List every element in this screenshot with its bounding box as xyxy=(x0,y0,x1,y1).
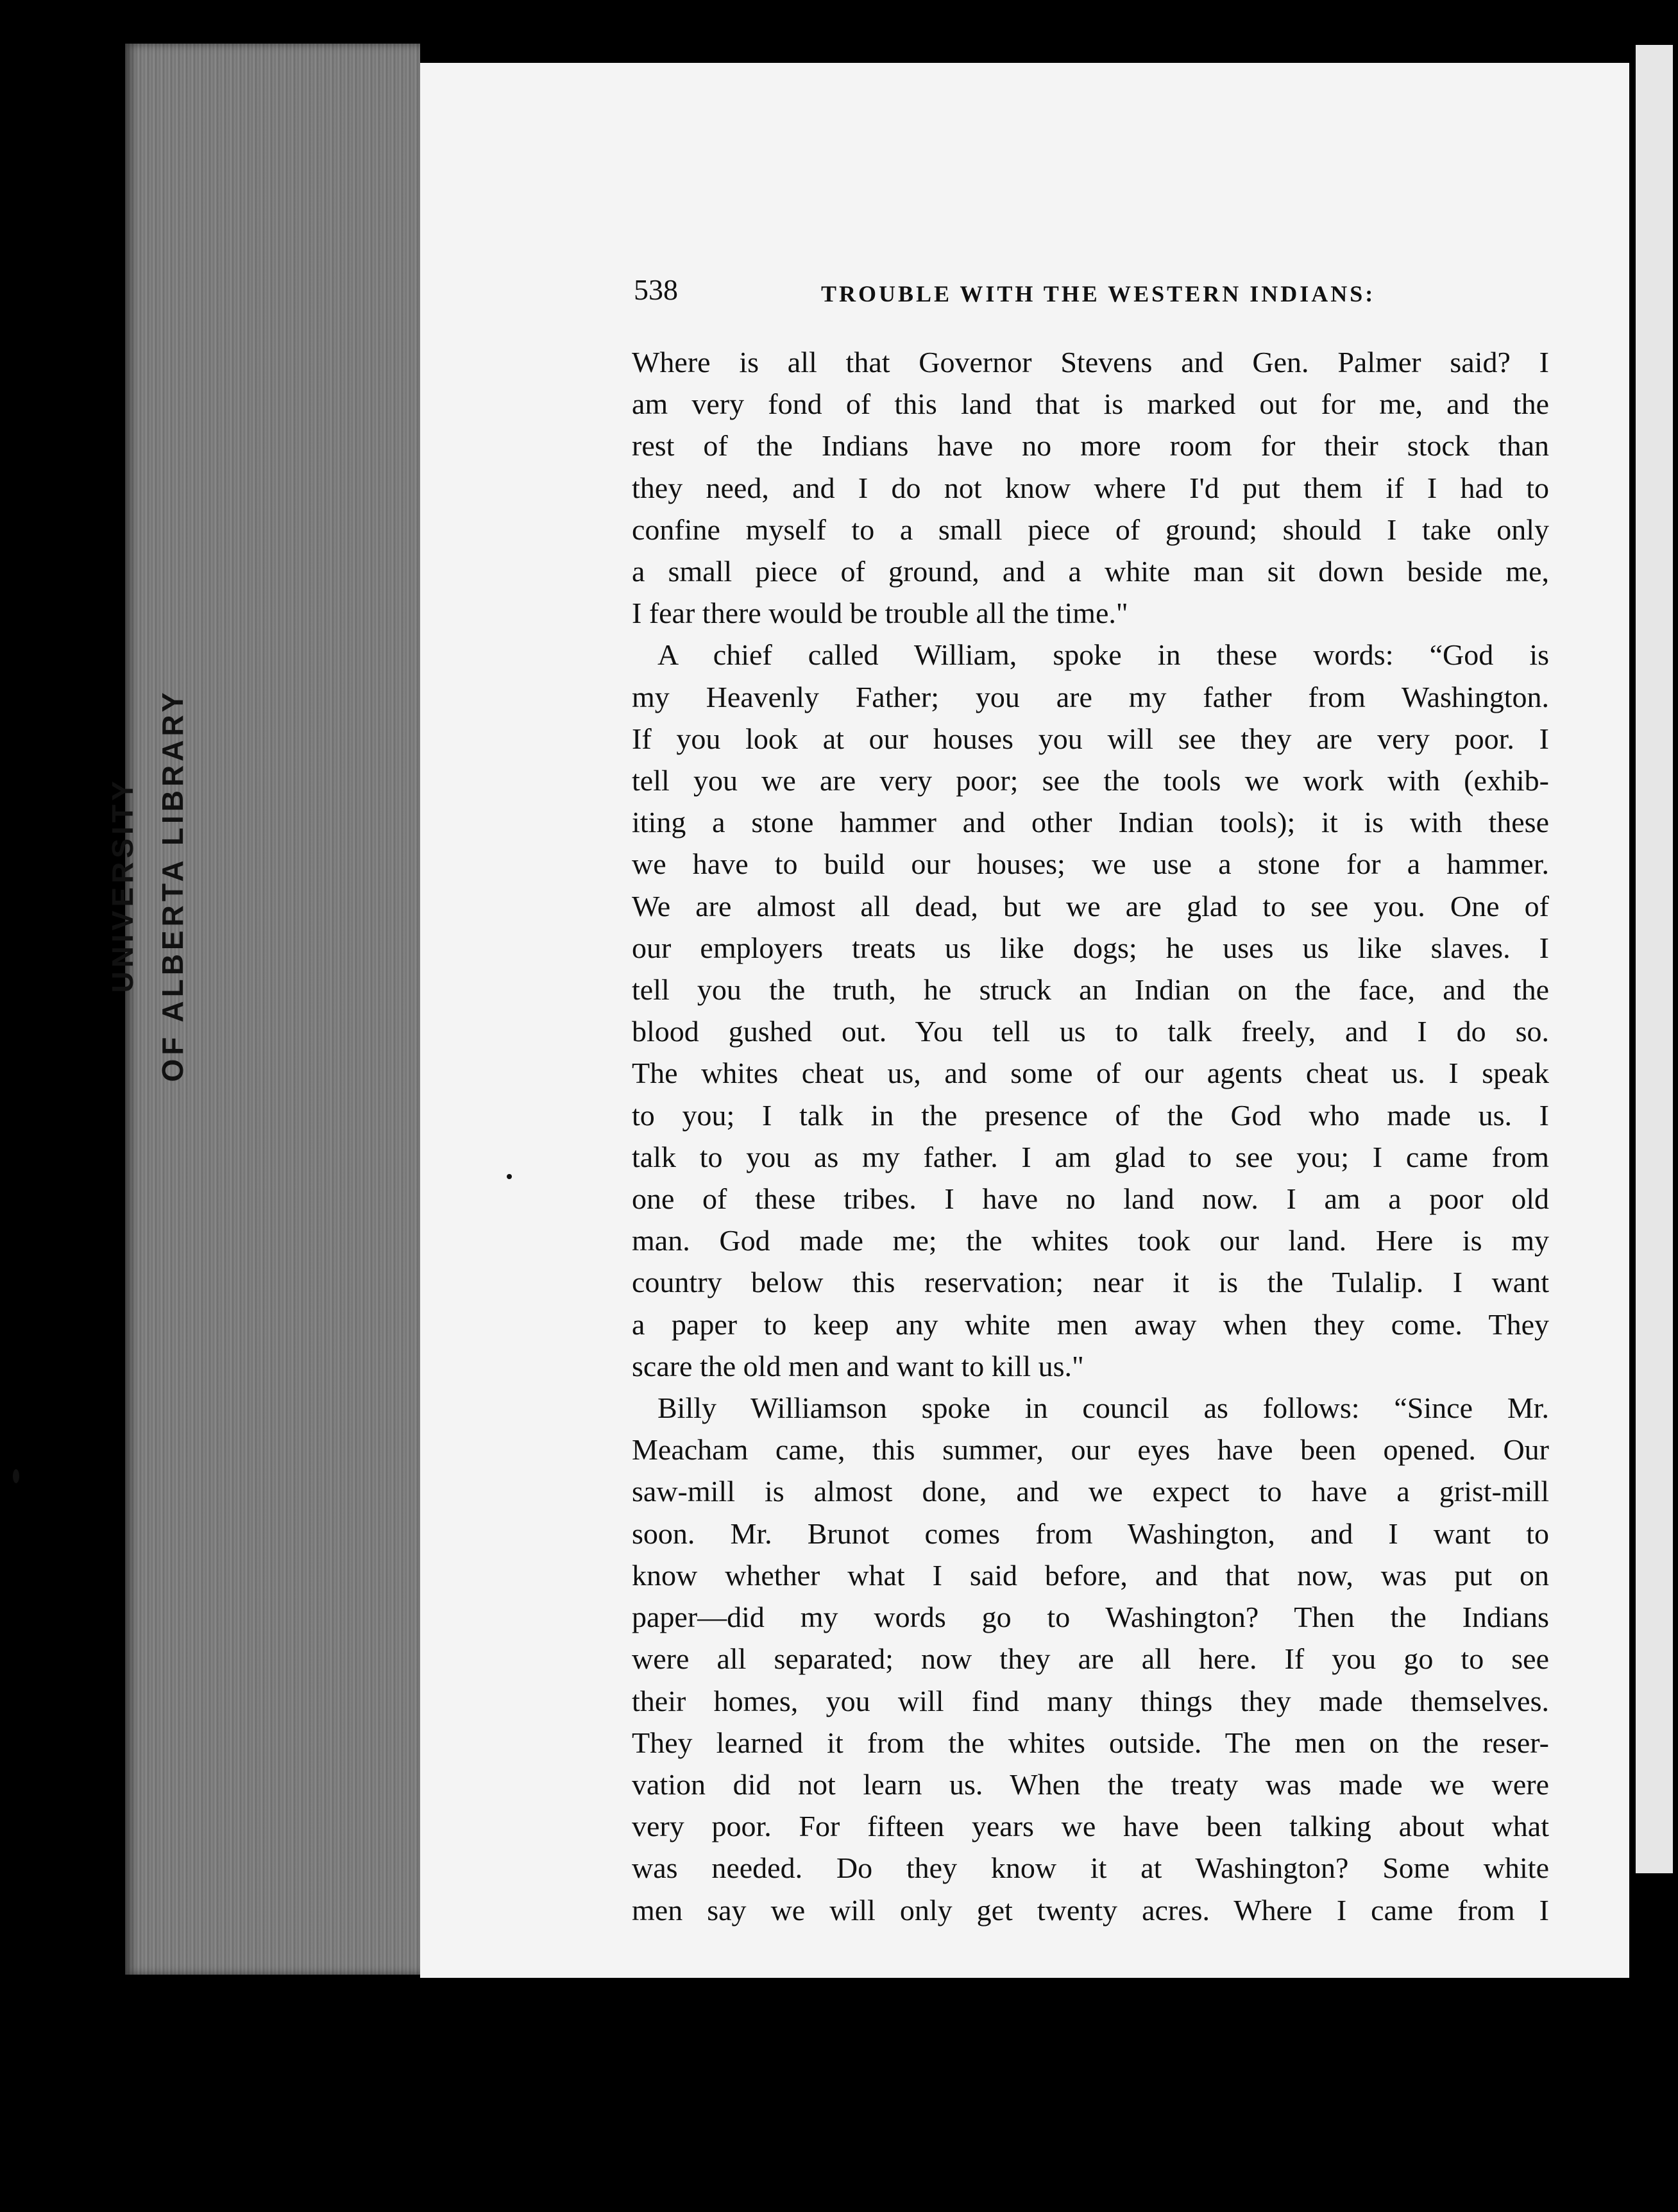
text-line: tell you we are very poor; see the tools we work with (exhib- xyxy=(632,764,1549,797)
text-line: very poor. For fifteen years we have been talking about what xyxy=(632,1810,1549,1843)
text-line: Where is all that Governor Stevens and Gen. Palmer said? I xyxy=(632,346,1549,379)
text-line: vation did not learn us. When the treaty was made we were xyxy=(632,1767,1549,1801)
running-title: TROUBLE WITH THE WESTERN INDIANS: xyxy=(821,281,1376,307)
ink-speck xyxy=(13,1469,19,1483)
text-line: I fear there would be trouble all the time." xyxy=(632,597,1128,630)
stamp-line-university: UNIVERSITY xyxy=(106,777,139,994)
text-line: our employers treats us like dogs; he uses us like slaves. I xyxy=(632,931,1549,964)
text-line: am very fond of this land that is marked out for me, and the xyxy=(632,387,1549,421)
text-line: A chief called William, spoke in these words: “God is xyxy=(657,638,1549,672)
text-line: soon. Mr. Brunot comes from Washington, and I want to xyxy=(632,1517,1549,1550)
text-line: men say we will only get twenty acres. Where I came from I xyxy=(632,1893,1549,1927)
text-line: was needed. Do they know it at Washington? Some white xyxy=(632,1851,1549,1885)
text-line: to you; I talk in the presence of the God who made us. I xyxy=(632,1098,1549,1132)
text-line: talk to you as my father. I am glad to see you; I came from xyxy=(632,1140,1549,1173)
text-line: Meacham came, this summer, our eyes have been opened. Our xyxy=(632,1433,1549,1467)
ink-speck xyxy=(507,1174,512,1179)
text-line: one of these tribes. I have no land now. I am a poor old xyxy=(632,1182,1549,1216)
text-line: Billy Williamson spoke in council as follows: “Since Mr. xyxy=(657,1391,1549,1425)
next-page-edge xyxy=(1636,45,1673,1873)
text-line: tell you the truth, he struck an Indian on the face, and the xyxy=(632,973,1549,1007)
stamp-line-library: OF ALBERTA LIBRARY xyxy=(156,688,189,1082)
text-line: confine myself to a small piece of ground; should I take only xyxy=(632,513,1549,546)
text-line: their homes, you will find many things they made themselves. xyxy=(632,1684,1549,1717)
text-line: paper—did my words go to Washington? Then the Indians xyxy=(632,1601,1549,1634)
text-line: a paper to keep any white men away when they come. They xyxy=(632,1307,1549,1341)
body-text xyxy=(632,341,1549,1931)
text-line: my Heavenly Father; you are my father from Washington. xyxy=(632,680,1549,713)
text-line: They learned it from the whites outside. The men on the reser- xyxy=(632,1726,1549,1759)
text-line: know whether what I said before, and that now, was put on xyxy=(632,1558,1549,1592)
text-line: The whites cheat us, and some of our agents cheat us. I speak xyxy=(632,1057,1549,1090)
page-number: 538 xyxy=(634,273,678,306)
text-line: country below this reservation; near it is the Tulalip. I want xyxy=(632,1266,1549,1299)
text-line: they need, and I do not know where I'd put them if I had to xyxy=(632,471,1549,504)
text-line: saw-mill is almost done, and we expect to have a grist-mill xyxy=(632,1475,1549,1508)
text-line: If you look at our houses you will see they are very poor. I xyxy=(632,722,1549,755)
text-line: iting a stone hammer and other Indian tools); it is with these xyxy=(632,806,1549,839)
text-line: scare the old men and want to kill us." xyxy=(632,1349,1084,1382)
text-line: We are almost all dead, but we are glad to see you. One of xyxy=(632,889,1549,923)
text-line: a small piece of ground, and a white man sit down beside me, xyxy=(632,555,1549,588)
text-line: we have to build our houses; we use a stone for a hammer. xyxy=(632,847,1549,881)
text-line: man. God made me; the whites took our land. Here is my xyxy=(632,1224,1549,1257)
text-line: were all separated; now they are all here. If you go to see xyxy=(632,1642,1549,1676)
text-line: rest of the Indians have no more room for their stock than xyxy=(632,429,1549,463)
text-line: blood gushed out. You tell us to talk freely, and I do so. xyxy=(632,1015,1549,1048)
